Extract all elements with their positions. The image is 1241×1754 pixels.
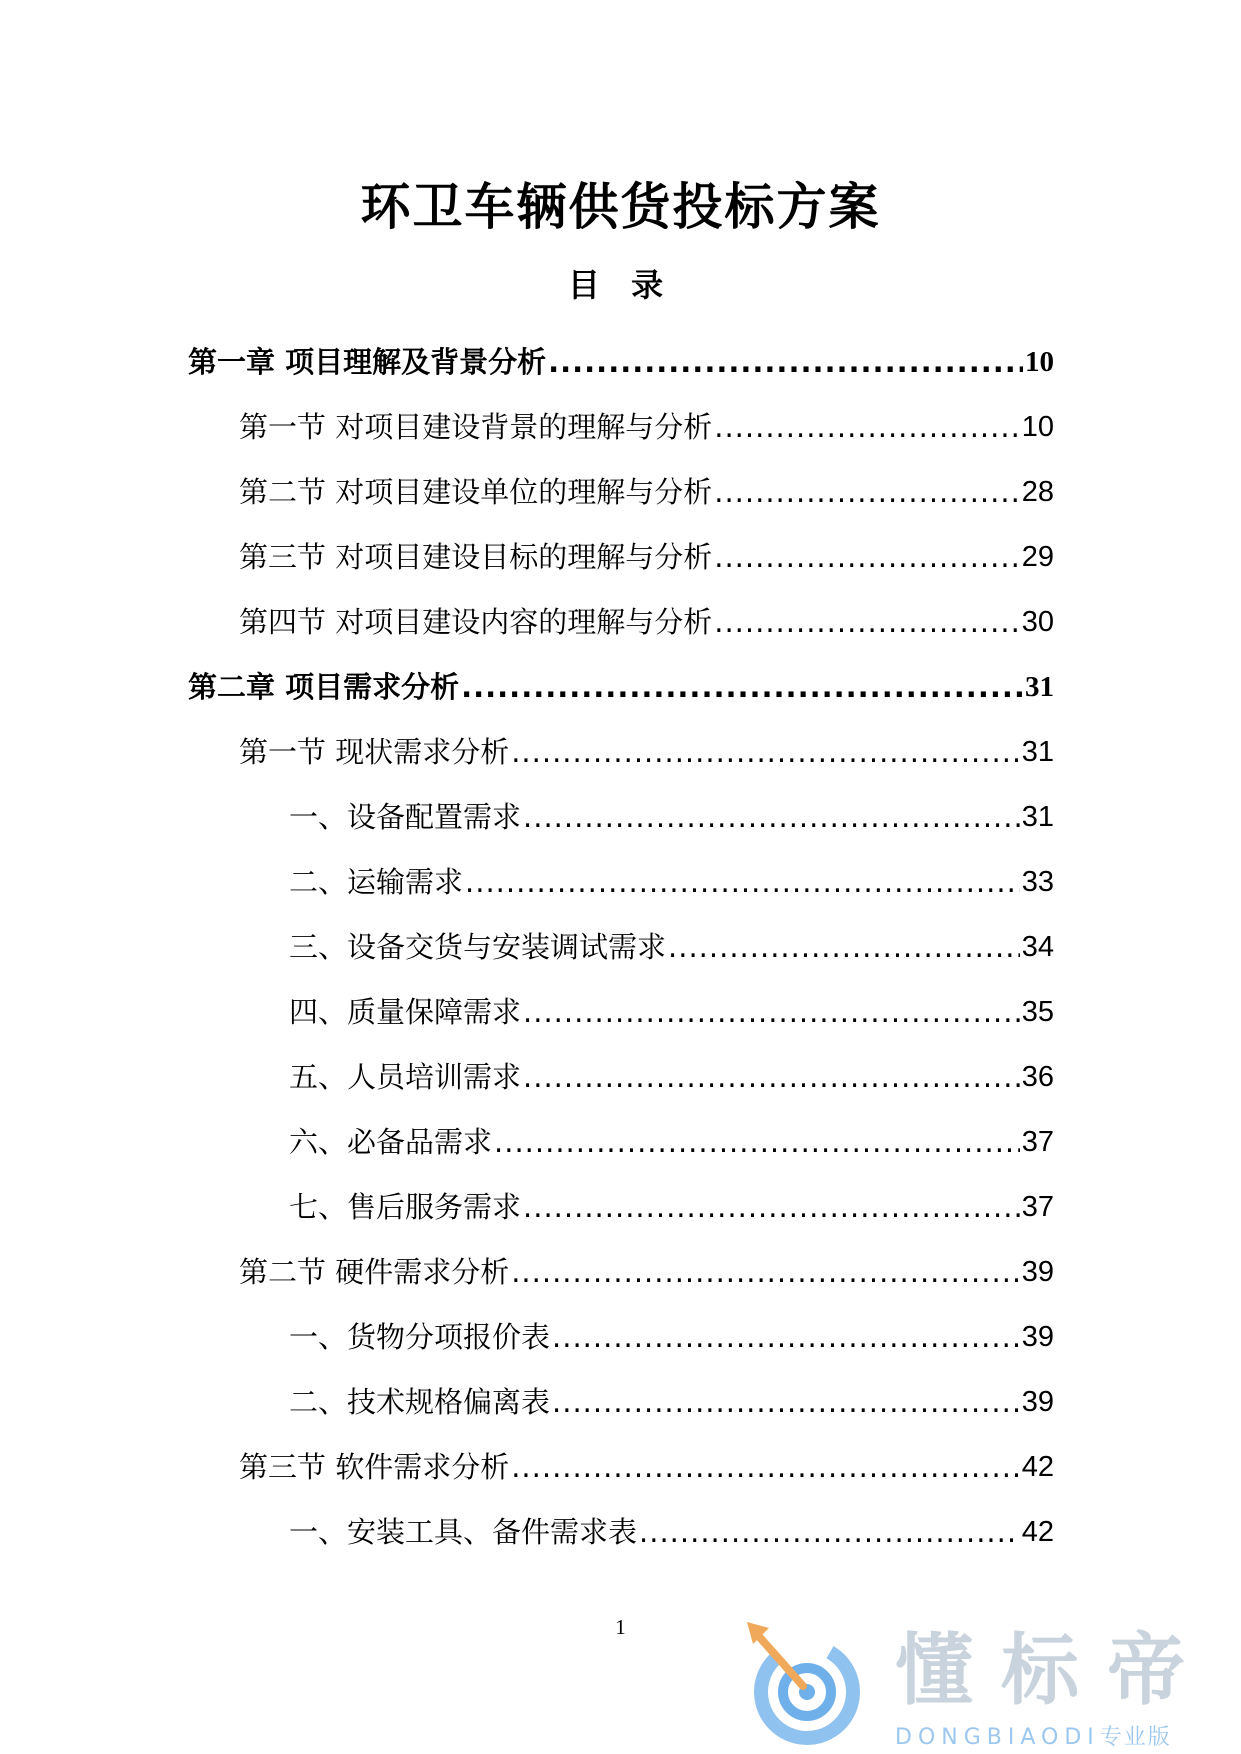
toc-leader-dots <box>714 407 1020 447</box>
toc-leader-dots <box>465 862 1020 902</box>
toc-entry-title: 第四节 对项目建设内容的理解与分析 <box>239 604 713 639</box>
toc-entry-page: 35 <box>1021 995 1054 1028</box>
toc-entry-title: 二、运输需求 <box>289 864 464 899</box>
toc-entry-title: 第二节 硬件需求分析 <box>239 1254 510 1289</box>
toc-leader-dots <box>552 1382 1020 1422</box>
toc-leader-dots <box>494 1122 1020 1162</box>
toc-leader-dots <box>511 1447 1020 1487</box>
toc-entry-title: 第三节 软件需求分析 <box>239 1449 510 1484</box>
toc-subsection[interactable] <box>188 1369 1054 1434</box>
watermark-edition: 专业版 <box>1099 1725 1172 1750</box>
toc-subsection[interactable] <box>188 1304 1054 1369</box>
toc-leader-dots <box>548 342 1023 382</box>
watermark-subtitle <box>895 1720 1172 1751</box>
toc-entry-page: 30 <box>1021 605 1054 638</box>
toc-entry-page: 10 <box>1025 345 1054 378</box>
target-arrow-icon <box>745 1620 865 1750</box>
toc-entry-title: 六、必备品需求 <box>289 1124 493 1159</box>
toc-leader-dots <box>523 992 1020 1032</box>
watermark-brand: 懂标帝 <box>895 1626 1214 1716</box>
toc-leader-dots <box>639 1512 1020 1552</box>
table-of-contents <box>188 329 1054 1564</box>
toc-leader-dots <box>714 472 1020 512</box>
toc-subsection[interactable] <box>188 1174 1054 1239</box>
toc-chapter[interactable] <box>188 654 1054 719</box>
toc-entry-page: 33 <box>1021 865 1054 898</box>
toc-heading: 目 录 <box>567 266 674 304</box>
toc-entry-title: 一、设备配置需求 <box>289 799 522 834</box>
toc-entry-page: 39 <box>1021 1385 1054 1418</box>
toc-entry-title: 一、安装工具、备件需求表 <box>289 1514 638 1549</box>
toc-subsection[interactable] <box>188 1044 1054 1109</box>
toc-section[interactable] <box>188 459 1054 524</box>
toc-leader-dots <box>523 797 1020 837</box>
toc-entry-page: 37 <box>1021 1125 1054 1158</box>
toc-entry-page: 31 <box>1021 735 1054 768</box>
toc-entry-page: 31 <box>1025 670 1054 703</box>
toc-subsection[interactable] <box>188 784 1054 849</box>
toc-leader-dots <box>552 1317 1020 1357</box>
toc-subsection[interactable] <box>188 1499 1054 1564</box>
toc-subsection[interactable] <box>188 979 1054 1044</box>
toc-leader-dots <box>461 667 1023 707</box>
page-number: 1 <box>615 1615 626 1639</box>
toc-chapter[interactable] <box>188 329 1054 394</box>
toc-subsection[interactable] <box>188 1109 1054 1174</box>
toc-leader-dots <box>511 732 1020 772</box>
toc-section[interactable] <box>188 1239 1054 1304</box>
toc-subsection[interactable] <box>188 849 1054 914</box>
toc-entry-title: 五、人员培训需求 <box>289 1059 522 1094</box>
toc-entry-page: 10 <box>1021 410 1054 443</box>
toc-leader-dots <box>511 1252 1020 1292</box>
document-title: 环卫车辆供货投标方案 <box>360 178 881 236</box>
toc-entry-title: 一、货物分项报价表 <box>289 1319 551 1354</box>
toc-entry-page: 31 <box>1021 800 1054 833</box>
toc-leader-dots <box>523 1057 1020 1097</box>
toc-entry-title: 三、设备交货与安装调试需求 <box>289 929 667 964</box>
toc-entry-page: 36 <box>1021 1060 1054 1093</box>
watermark-pinyin: DONGBIAODI <box>895 1725 1100 1750</box>
toc-entry-page: 34 <box>1021 930 1054 963</box>
toc-entry-page: 42 <box>1021 1450 1054 1483</box>
toc-entry-title: 第二节 对项目建设单位的理解与分析 <box>239 474 713 509</box>
toc-leader-dots <box>714 537 1020 577</box>
toc-entry-title: 第三节 对项目建设目标的理解与分析 <box>239 539 713 574</box>
toc-entry-page: 39 <box>1021 1255 1054 1288</box>
toc-section[interactable] <box>188 524 1054 589</box>
toc-leader-dots <box>714 602 1020 642</box>
toc-entry-title: 第一章 项目理解及背景分析 <box>188 344 547 379</box>
watermark <box>745 1620 1225 1750</box>
toc-entry-page: 28 <box>1021 475 1054 508</box>
toc-section[interactable] <box>188 1434 1054 1499</box>
toc-entry-title: 七、售后服务需求 <box>289 1189 522 1224</box>
toc-section[interactable] <box>188 394 1054 459</box>
toc-entry-title: 第一节 对项目建设背景的理解与分析 <box>239 409 713 444</box>
toc-entry-page: 39 <box>1021 1320 1054 1353</box>
toc-entry-title: 第二章 项目需求分析 <box>188 669 460 704</box>
toc-leader-dots <box>668 927 1020 967</box>
toc-entry-page: 42 <box>1021 1515 1054 1548</box>
toc-entry-title: 二、技术规格偏离表 <box>289 1384 551 1419</box>
toc-entry-title: 四、质量保障需求 <box>289 994 522 1029</box>
toc-entry-title: 第一节 现状需求分析 <box>239 734 510 769</box>
toc-section[interactable] <box>188 719 1054 784</box>
toc-entry-page: 37 <box>1021 1190 1054 1223</box>
toc-section[interactable] <box>188 589 1054 654</box>
toc-subsection[interactable] <box>188 914 1054 979</box>
toc-leader-dots <box>523 1187 1020 1227</box>
toc-entry-page: 29 <box>1021 540 1054 573</box>
